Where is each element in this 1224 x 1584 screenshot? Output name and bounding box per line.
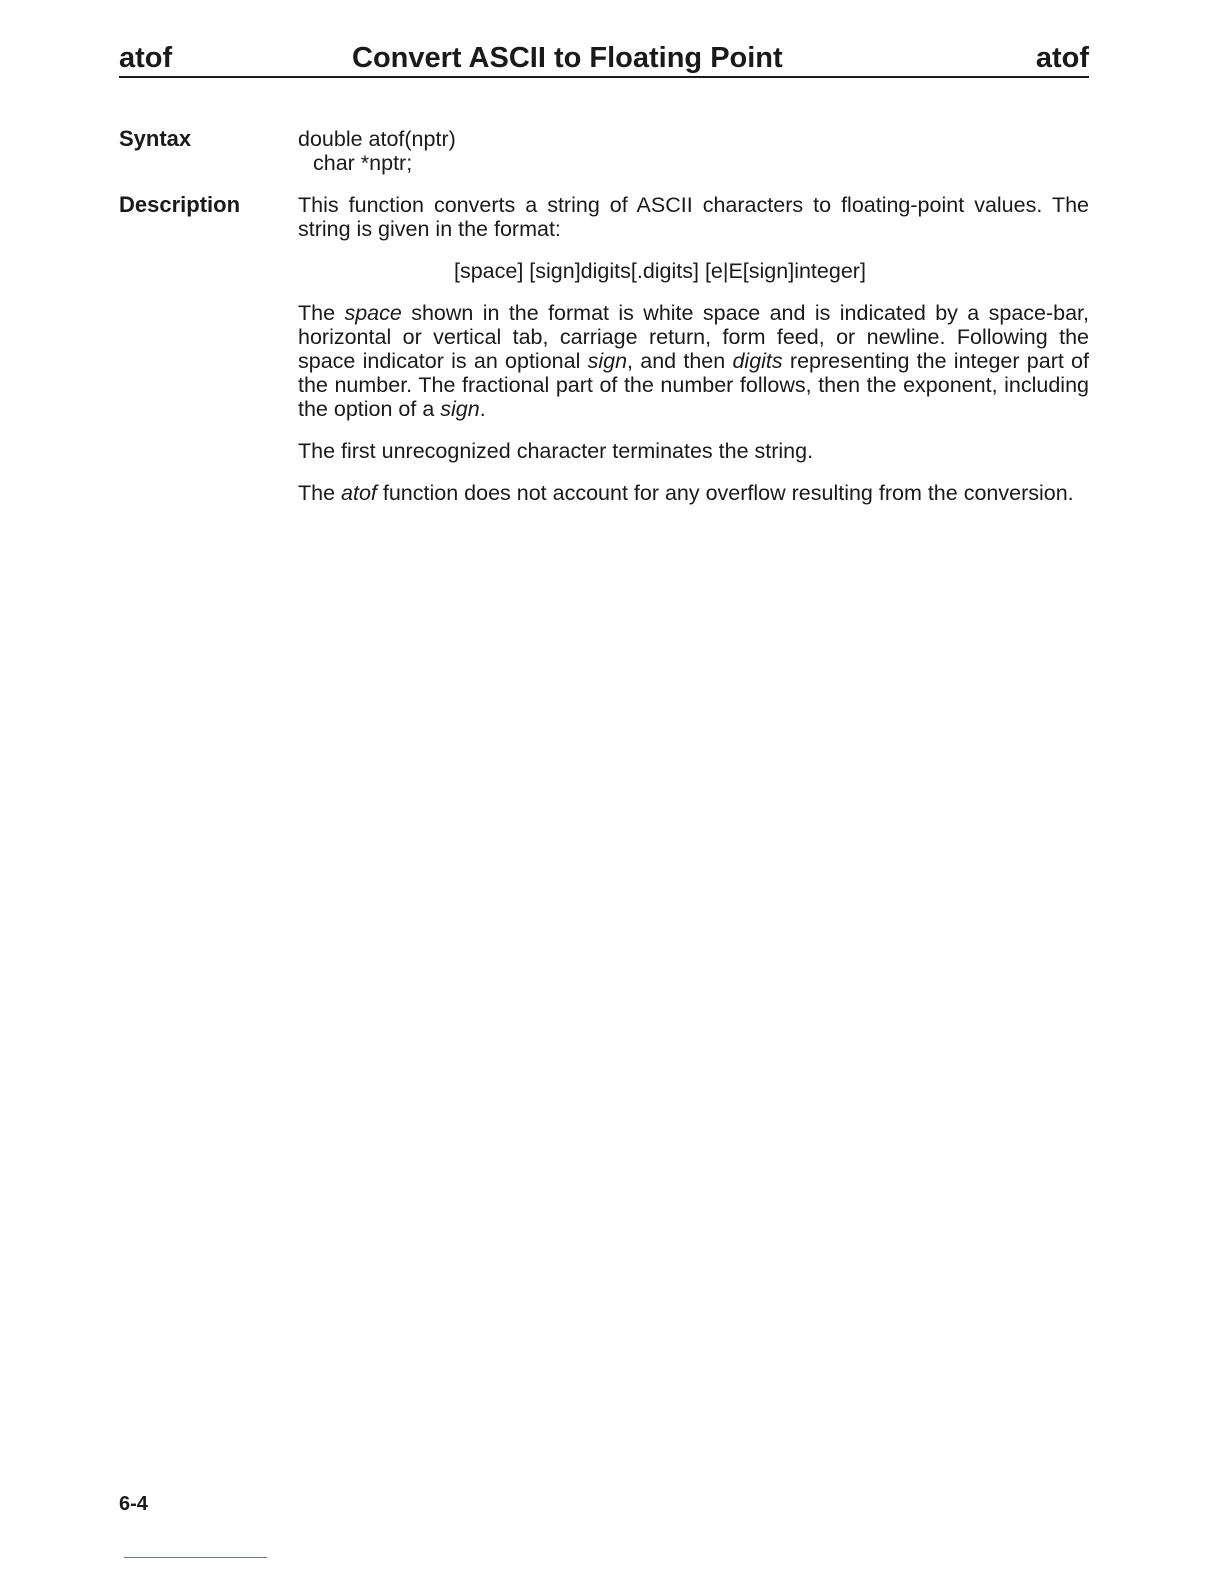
italic-term-space: space: [344, 301, 402, 325]
page-header: [119, 40, 1089, 78]
description-paragraph-overflow: [298, 481, 1089, 505]
text-run: The: [298, 301, 345, 325]
syntax-line-parameter: char *nptr;: [313, 151, 413, 175]
syntax-line-declaration: double atof(nptr): [298, 127, 456, 151]
italic-term-digits: digits: [732, 349, 783, 373]
footer-rule: [124, 1557, 267, 1558]
description-paragraph-intro: This function converts a string of ASCII characters to floating-point values. The string is given in the format:: [298, 193, 1089, 241]
page-title: Convert ASCII to Floating Point: [352, 42, 783, 74]
description-block: [298, 193, 1089, 523]
description-paragraph-termination: The first unrecognized character terminates the string.: [298, 439, 814, 463]
description-label: Description: [119, 192, 241, 217]
page-number: 6-4: [119, 1493, 148, 1515]
text-run: representing the integer part of the number. The fractional part of the number follows, then the exponent, including the option of a: [298, 349, 1089, 421]
italic-term-sign: sign: [440, 397, 480, 421]
italic-term-sign: sign: [587, 349, 628, 373]
format-specification: [space] [sign]digits[.digits] [e|E[sign]integer]: [454, 259, 866, 283]
syntax-label: Syntax: [119, 126, 192, 151]
text-run: , and then: [627, 349, 733, 373]
text-run: .: [479, 397, 486, 421]
text-run: shown in the format is white space and is indicated by a space-bar, horizontal or vertical tab, carriage return, form feed, or newline. Following the space indicator is an optional: [298, 301, 1089, 373]
text-run: The: [298, 481, 342, 505]
header-function-name-right: atof: [1035, 42, 1089, 74]
italic-term-atof: atof: [341, 481, 377, 505]
header-function-name-left: atof: [119, 42, 173, 74]
description-paragraph-format: [298, 301, 1089, 421]
syntax-block: [298, 127, 1089, 175]
text-run: function does not account for any overflow resulting from the conversion.: [376, 481, 1074, 505]
